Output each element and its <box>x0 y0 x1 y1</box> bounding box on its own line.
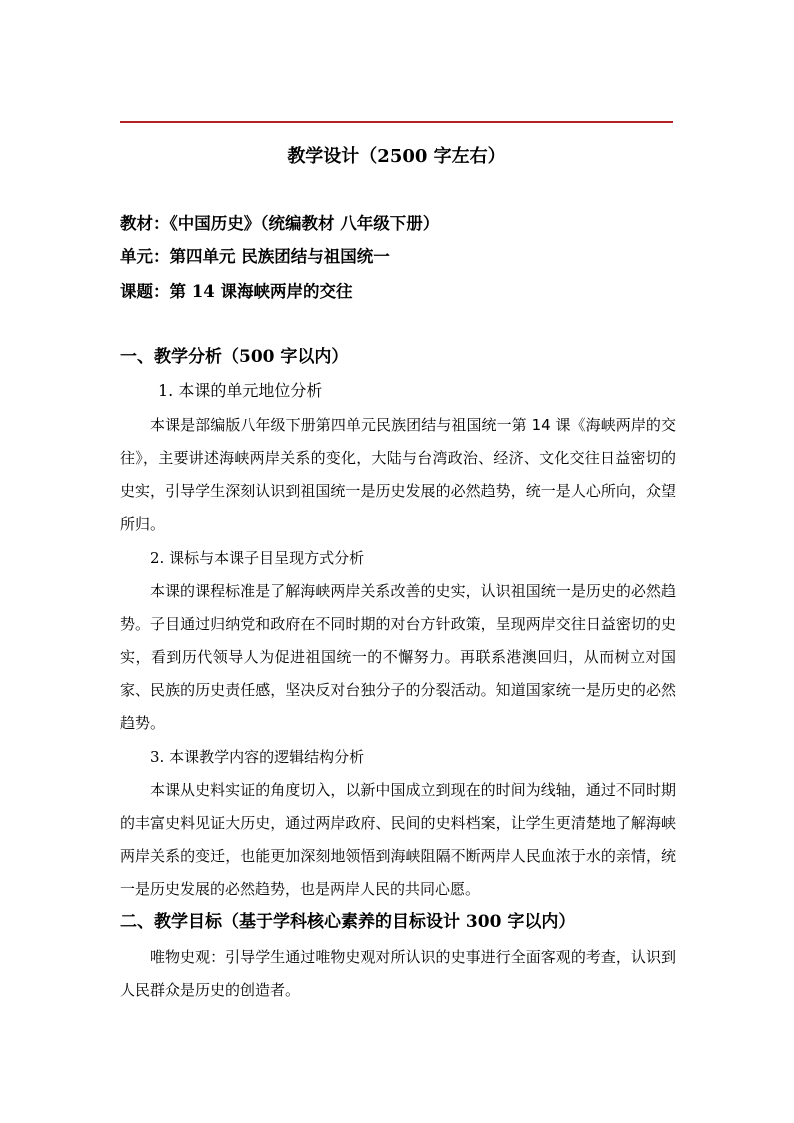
subsection-1-paragraph: 本课是部编版八年级下册第四单元民族团结与祖国统一第 14 课《海峡两岸的交往》，主要讲述海峡两岸关系的变化，大陆与台湾政治、经济、文化交往日益密切的史实，引导学生深刻认识到祖国统一是历史发展的必然趋势，统一是人心所向，众望所归。 <box>120 416 676 533</box>
subsection-2-heading: 2. 课标与本课子目呈现方式分析 <box>150 549 365 567</box>
section-2-paragraph: 唯物史观：引导学生通过唯物史观对所认识的史事进行全面客观的考查，认识到人民群众是历史的创造者。 <box>120 948 676 999</box>
document-title: 教学设计（2500 字左右） <box>287 146 506 167</box>
textbook-line: 教材：《中国历史》（统编教材 八年级下册） <box>120 214 440 233</box>
section-2-heading: 二、教学目标（基于学科核心素养的目标设计 300 字以内） <box>120 912 576 932</box>
subsection-3-paragraph: 本课从史料实证的角度切入，以新中国成立到现在的时间为线轴，通过不同时期的丰富史料见证大历史，通过两岸政府、民间的史料档案，让学生更清楚地了解海峡两岸关系的变迁，也能更加深刻地领悟到海峡阻隔不断两岸人民血浓于水的亲情，统一是历史发展的必然趋势，也是两岸人民的共同心愿。 <box>120 781 676 898</box>
subsection-2-paragraph: 本课的课程标准是了解海峡两岸关系改善的史实，认识祖国统一是历史的必然趋势。子目通过归纳党和政府在不同时期的对台方针政策，呈现两岸交往日益密切的史实，看到历代领导人为促进祖国统一的不懈努力。再联系港澳回归，从而树立对国家、民族的历史责任感，坚决反对台独分子的分裂活动。知道国家统一是历史的必然趋势。 <box>120 582 676 732</box>
subsection-3-heading: 3. 本课教学内容的逻辑结构分析 <box>150 748 365 766</box>
unit-line: 单元：第四单元 民族团结与祖国统一 <box>120 247 390 266</box>
lesson-line: 课题：第 14 课海峡两岸的交往 <box>120 282 353 301</box>
section-1-heading: 一、教学分析（500 字以内） <box>120 347 349 367</box>
subsection-1-heading: 1. 本课的单元地位分析 <box>158 381 323 400</box>
header-rule <box>120 121 673 123</box>
